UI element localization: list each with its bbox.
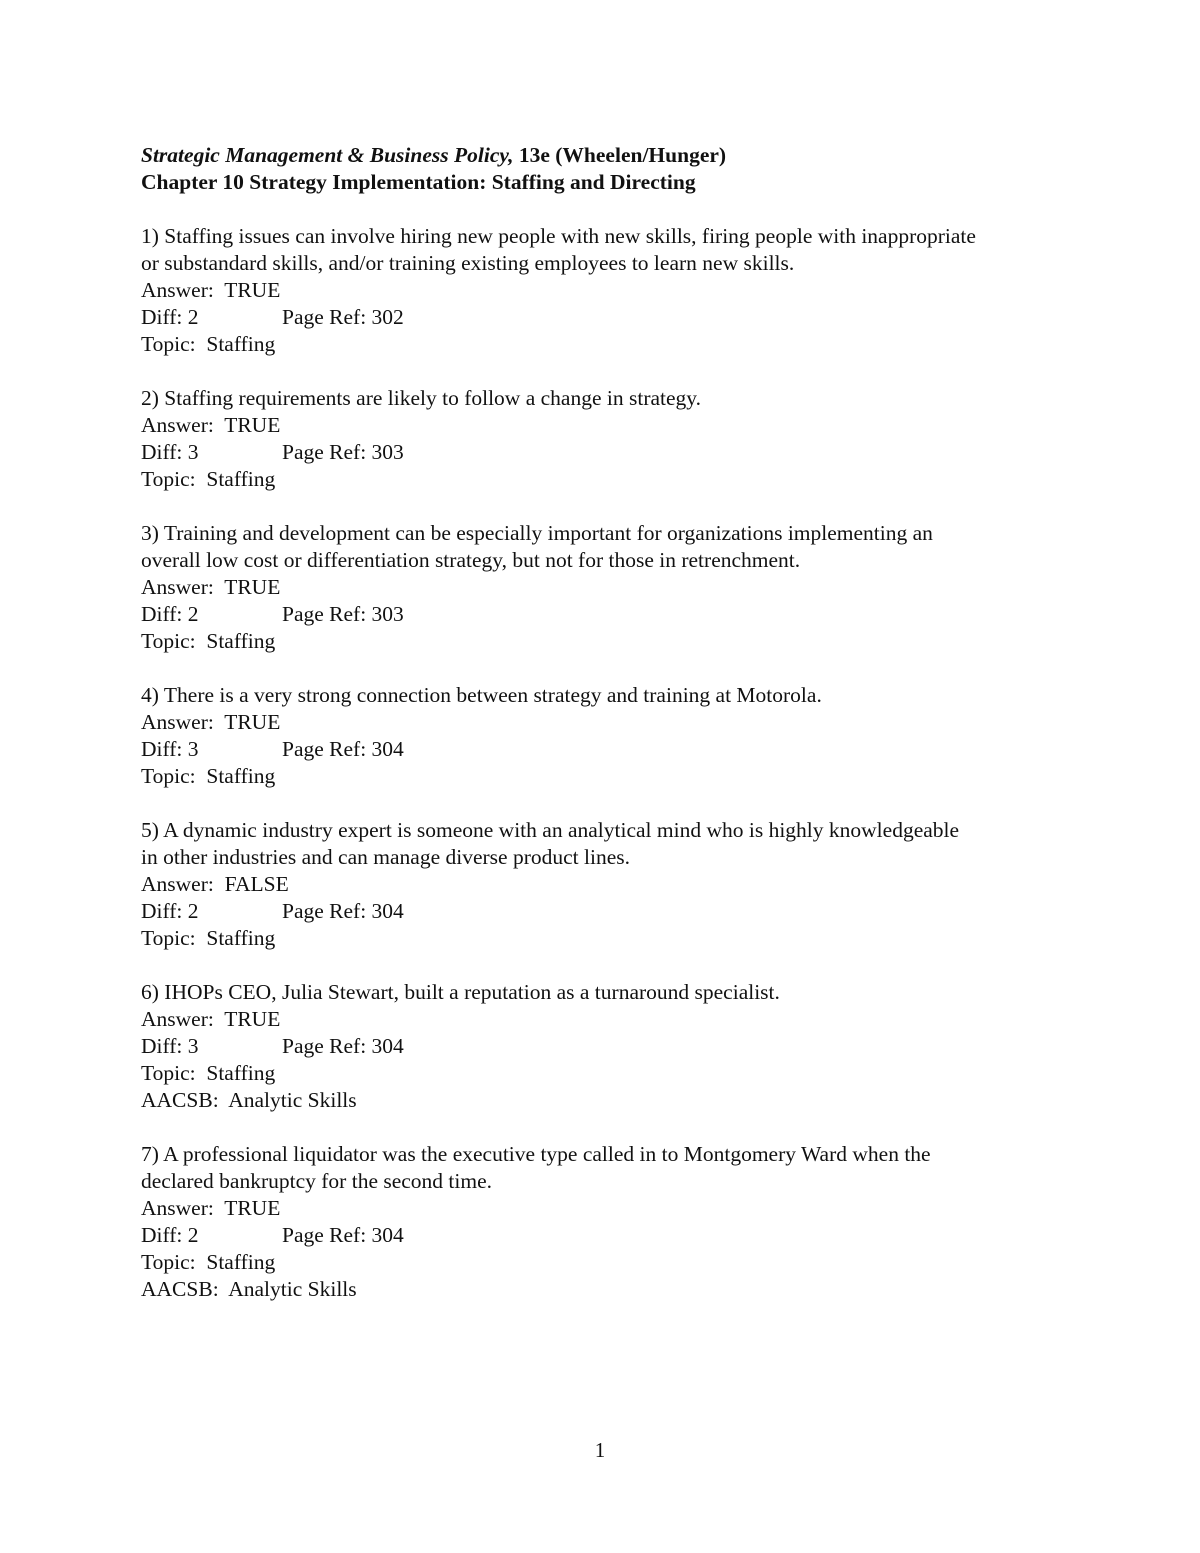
difficulty: Diff: 3 <box>141 1034 199 1058</box>
difficulty: Diff: 2 <box>141 602 199 626</box>
topic-line: Topic: Staffing <box>141 467 276 491</box>
chapter-title: Chapter 10 Strategy Implementation: Staffing and Directing <box>141 170 696 194</box>
book-title: Strategic Management & Business Policy, <box>141 143 514 167</box>
difficulty: Diff: 2 <box>141 1223 199 1247</box>
question-text: 1) Staffing issues can involve hiring new people with new skills, firing people with inappropriate <box>141 224 976 248</box>
question-block <box>141 223 1081 358</box>
answer-line: Answer: TRUE <box>141 1196 281 1220</box>
answer-line: Answer: TRUE <box>141 1007 281 1031</box>
question-text: overall low cost or differentiation strategy, but not for those in retrenchment. <box>141 548 801 572</box>
question-text: 6) IHOPs CEO, Julia Stewart, built a reputation as a turnaround specialist. <box>141 980 780 1004</box>
question-text: 3) Training and development can be especially important for organizations implementing an <box>141 521 933 545</box>
answer-line: Answer: TRUE <box>141 278 281 302</box>
question-block <box>141 385 1081 493</box>
page-ref: Page Ref: 304 <box>282 1223 404 1247</box>
question-text: 2) Staffing requirements are likely to follow a change in strategy. <box>141 386 702 410</box>
question-text: 5) A dynamic industry expert is someone with an analytical mind who is highly knowledgeable <box>141 818 960 842</box>
answer-line: Answer: TRUE <box>141 575 281 599</box>
topic-line: Topic: Staffing <box>141 332 276 356</box>
difficulty-pageref-row <box>141 304 1081 331</box>
difficulty-pageref-row <box>141 1222 1081 1249</box>
page-ref: Page Ref: 303 <box>282 602 404 626</box>
topic-line: Topic: Staffing <box>141 764 276 788</box>
difficulty-pageref-row <box>141 601 1081 628</box>
question-text: in other industries and can manage diverse product lines. <box>141 845 630 869</box>
edition-authors: 13e (Wheelen/Hunger) <box>513 143 727 167</box>
page-ref: Page Ref: 303 <box>282 440 404 464</box>
page-ref: Page Ref: 304 <box>282 737 404 761</box>
aacsb-line: AACSB: Analytic Skills <box>141 1277 357 1301</box>
aacsb-line: AACSB: Analytic Skills <box>141 1088 357 1112</box>
question-text: or substandard skills, and/or training existing employees to learn new skills. <box>141 251 795 275</box>
topic-line: Topic: Staffing <box>141 629 276 653</box>
difficulty: Diff: 3 <box>141 440 199 464</box>
question-block <box>141 817 1081 952</box>
question-text: declared bankruptcy for the second time. <box>141 1169 493 1193</box>
page-ref: Page Ref: 304 <box>282 1034 404 1058</box>
difficulty-pageref-row <box>141 439 1081 466</box>
difficulty-pageref-row <box>141 1033 1081 1060</box>
question-block <box>141 682 1081 790</box>
answer-line: Answer: TRUE <box>141 710 281 734</box>
topic-line: Topic: Staffing <box>141 926 276 950</box>
page-ref: Page Ref: 304 <box>282 899 404 923</box>
question-text: 7) A professional liquidator was the executive type called in to Montgomery Ward when the <box>141 1142 931 1166</box>
difficulty: Diff: 3 <box>141 737 199 761</box>
difficulty: Diff: 2 <box>141 305 199 329</box>
question-text: 4) There is a very strong connection between strategy and training at Motorola. <box>141 683 822 707</box>
book-title-line <box>141 142 1081 169</box>
difficulty-pageref-row <box>141 736 1081 763</box>
answer-line: Answer: TRUE <box>141 413 281 437</box>
question-block <box>141 979 1081 1114</box>
topic-line: Topic: Staffing <box>141 1061 276 1085</box>
topic-line: Topic: Staffing <box>141 1250 276 1274</box>
answer-line: Answer: FALSE <box>141 872 289 896</box>
difficulty: Diff: 2 <box>141 899 199 923</box>
page-ref: Page Ref: 302 <box>282 305 404 329</box>
difficulty-pageref-row <box>141 898 1081 925</box>
question-block <box>141 520 1081 655</box>
question-block <box>141 1141 1081 1303</box>
question-list <box>141 223 1081 1303</box>
page-number: 1 <box>594 1438 606 1462</box>
document-page <box>141 142 1081 1303</box>
